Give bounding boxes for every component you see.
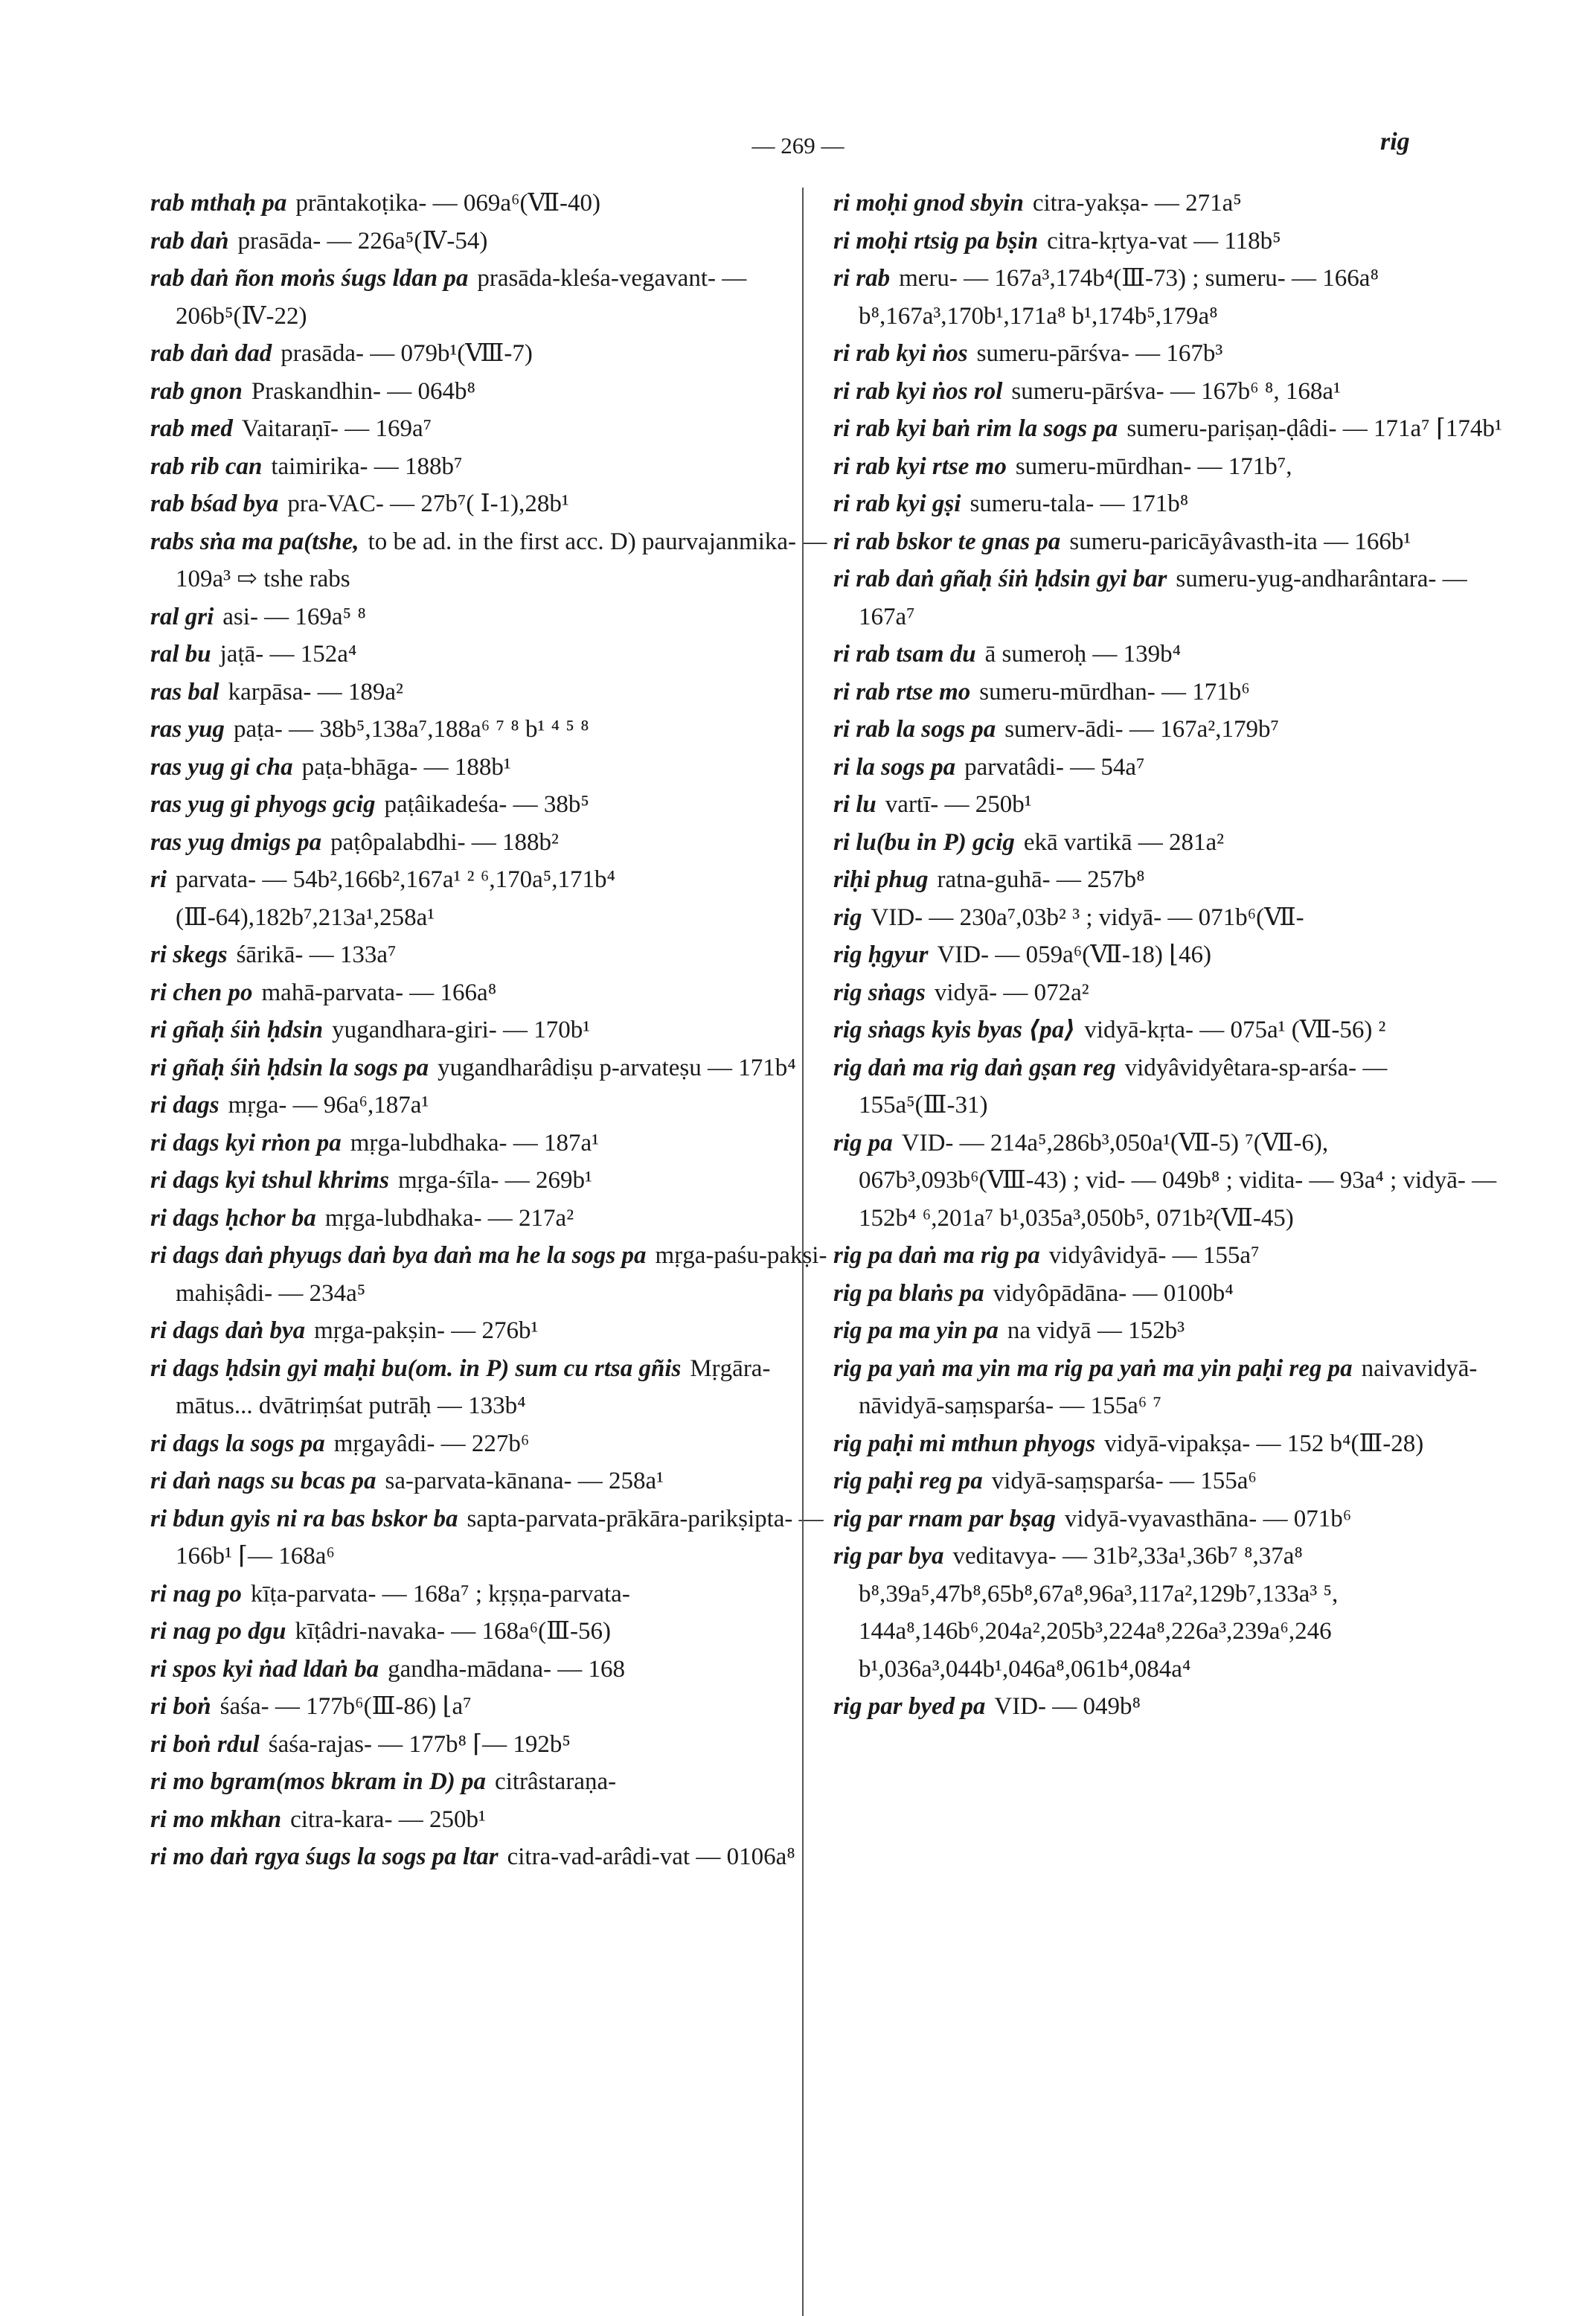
dictionary-entry [150, 1763, 835, 1801]
entry-headword: ri gñaḥ śiṅ ḥdsin la sogs pa [150, 1054, 429, 1081]
entry-gloss: vidyā-vyavasthāna- — 071b⁶ [1064, 1505, 1352, 1532]
entry-headword: rig paḥi reg pa [833, 1468, 983, 1494]
dictionary-entry [150, 223, 835, 260]
dictionary-entry [150, 598, 835, 636]
entry-headword: ri rab kyi baṅ rim la sogs pa [833, 415, 1118, 442]
entry-headword: rig pa [833, 1129, 893, 1157]
entry-gloss: VID- — 214a⁵,286b³,050a¹(Ⅶ-5) ⁷(Ⅶ-6), 067b³,093b⁶(Ⅷ-43) ; vid- — 049b⁸ ; vidita- — 93a⁴ ; vidyā- — 152b⁴ ⁶,201a⁷ b¹,035a³,050b⁵, 071b²(Ⅶ-45) [859, 1129, 1497, 1232]
entry-gloss: vidyā-vipakṣa- — 152 b⁴(Ⅲ-28) [1104, 1430, 1424, 1457]
entry-headword: ri dags kyi tshul khrims [150, 1167, 389, 1194]
entry-gloss: sumeru-tala- — 171b⁸ [970, 490, 1189, 517]
column-divider [802, 188, 804, 2316]
entry-headword: rab gnon [150, 377, 243, 405]
entry-headword: ri gñaḥ śiṅ ḥdsin [150, 1017, 324, 1043]
entry-headword: ri dags kyi rṅon pa [150, 1129, 342, 1157]
entry-gloss: ratna-guhā- — 257b⁸ [937, 866, 1145, 893]
entry-gloss: Mṛgāra-mātus... dvātriṃśat putrāḥ — 133b⁴ [176, 1354, 771, 1419]
dictionary-entry [833, 335, 1518, 373]
entry-headword: ri dags daṅ bya [150, 1317, 306, 1344]
dictionary-entry [150, 936, 835, 974]
entry-headword: ras yug gi cha [150, 753, 293, 781]
dictionary-entry [833, 223, 1518, 260]
entry-gloss: gandha-mādana- — 168 [388, 1655, 626, 1683]
entry-headword: rig par rnam par bṣag [833, 1505, 1056, 1532]
dictionary-entry [150, 636, 835, 674]
entry-headword: ri nag po [150, 1580, 242, 1608]
entry-headword: ras yug [150, 716, 225, 743]
entry-gloss: prasāda- — 226a⁵(Ⅳ-54) [237, 227, 488, 255]
entry-headword: rig pa blaṅs pa [833, 1279, 984, 1307]
entry-gloss: vidyâvidyā- — 155a⁷ [1048, 1242, 1260, 1269]
dictionary-entry [833, 936, 1518, 974]
dictionary-entry [150, 824, 835, 862]
entry-headword: ri bdun gyis ni ra bas bskor ba [150, 1505, 458, 1532]
entry-gloss: vidyā-saṃsparśa- — 155a⁶ [991, 1468, 1257, 1494]
entry-gloss: sumeru-pārśva- — 167b³ [976, 340, 1223, 367]
dictionary-entry [833, 974, 1518, 1012]
entry-headword: ri rab daṅ gñaḥ śiṅ ḥdsin gyi bar [833, 566, 1167, 592]
dictionary-entry [150, 1350, 835, 1425]
entry-headword: rig pa yaṅ ma yin ma rig pa yaṅ ma yin paḥi reg pa [833, 1354, 1353, 1382]
entry-headword: ri daṅ nags su bcas pa [150, 1468, 376, 1494]
entry-headword: ri rab tsam du [833, 641, 976, 668]
entry-headword: ri rab rtse mo [833, 678, 971, 706]
entry-gloss: na vidyā — 152b³ [1007, 1317, 1185, 1344]
dictionary-entry [833, 824, 1518, 862]
dictionary-entry [833, 1462, 1518, 1500]
dictionary-entry [833, 1049, 1518, 1125]
dictionary-entry [150, 786, 835, 824]
dictionary-entry [833, 1237, 1518, 1275]
entry-gloss: vidyā- — 072a² [934, 979, 1089, 1006]
running-head: rig [1380, 128, 1410, 156]
entry-headword: rig ḥgyur [833, 941, 929, 968]
entry-gloss: prasāda-kleśa-vegavant- — 206b⁵(Ⅳ-22) [176, 265, 747, 330]
dictionary-entry [833, 373, 1518, 411]
dictionary-entry [150, 1125, 835, 1162]
entry-headword: ri dags daṅ phyugs daṅ bya daṅ ma he la sogs pa [150, 1242, 647, 1269]
entry-headword: rig par byed pa [833, 1693, 986, 1720]
dictionary-entry [833, 185, 1518, 223]
entry-headword: ri lu [833, 791, 876, 818]
entry-headword: ral gri [150, 603, 214, 630]
entry-headword: rig daṅ ma rig daṅ gṣan reg [833, 1054, 1116, 1081]
entry-headword: rabs sṅa ma pa(tshe, [150, 528, 359, 555]
entry-headword: rig [833, 903, 862, 931]
entry-headword: ri rab kyi gṣi [833, 490, 961, 517]
entry-gloss: citra-yakṣa- — 271a⁵ [1032, 190, 1242, 217]
entry-gloss: paṭa- — 38b⁵,138a⁷,188a⁶ ⁷ ⁸ b¹ ⁴ ⁵ ⁸ [233, 716, 589, 743]
entry-headword: ri rab la sogs pa [833, 716, 996, 743]
dictionary-entry [150, 1049, 835, 1087]
dictionary-entry [150, 1087, 835, 1125]
entry-headword: rab mthaḥ pa [150, 190, 287, 217]
entry-gloss: VID- — 230a⁷,03b² ³ ; vidyā- — 071b⁶(Ⅶ- [871, 903, 1304, 931]
dictionary-entry [833, 260, 1518, 335]
dictionary-entry [150, 1838, 835, 1876]
entry-gloss: Praskandhin- — 064b⁸ [251, 377, 475, 405]
entry-headword: ri rab kyi rtse mo [833, 452, 1007, 480]
entry-headword: ri dags la sogs pa [150, 1430, 325, 1457]
dictionary-entry [150, 1576, 835, 1613]
entry-headword: ri mo bgram(mos bkram in D) pa [150, 1768, 487, 1795]
entry-headword: ri rab bskor te gnas pa [833, 528, 1061, 555]
dictionary-entry [833, 560, 1518, 636]
entry-headword: ri chen po [150, 979, 253, 1006]
entry-gloss: asi- — 169a⁵ ⁸ [222, 603, 366, 630]
entry-gloss: sumeru-yug-andharântara- — 167a⁷ [859, 566, 1467, 630]
dictionary-entry [150, 711, 835, 749]
entry-headword: ri mo mkhan [150, 1805, 282, 1833]
entry-gloss: taimirika- — 188b⁷ [271, 452, 463, 480]
entry-headword: ras bal [150, 678, 219, 706]
entry-gloss: karpāsa- — 189a² [228, 678, 403, 706]
dictionary-entry [833, 1688, 1518, 1726]
entry-headword: ri rab [833, 265, 891, 292]
dictionary-entry [150, 1011, 835, 1049]
dictionary-entry [150, 1237, 835, 1312]
entry-gloss: paṭôpalabdhi- — 188b² [330, 828, 559, 856]
dictionary-entry [150, 1651, 835, 1689]
entry-headword: ri nag po dgu [150, 1618, 286, 1645]
dictionary-entry [833, 1500, 1518, 1538]
dictionary-entry [833, 711, 1518, 749]
dictionary-entry [150, 1613, 835, 1651]
dictionary-entry [833, 410, 1518, 448]
entry-headword: ri dags ḥdsin gyi maḥi bu(om. in P) sum cu rtsa gñis [150, 1354, 682, 1382]
dictionary-entry [833, 1538, 1518, 1688]
dictionary-entry [833, 786, 1518, 824]
dictionary-entry [150, 1162, 835, 1200]
entry-gloss: sumerv-ādi- — 167a²,179b⁷ [1004, 716, 1279, 743]
dictionary-entry [833, 674, 1518, 711]
entry-headword: riḥi phug [833, 866, 929, 893]
entry-gloss: śaśa- — 177b⁶(Ⅲ-86) ⌊a⁷ [219, 1693, 472, 1720]
entry-headword: rig par bya [833, 1543, 944, 1570]
entry-headword: ri la sogs pa [833, 753, 956, 781]
entry-headword: ri moḥi gnod sbyin [833, 190, 1024, 217]
dictionary-entry [833, 485, 1518, 523]
dictionary-entry [833, 1350, 1518, 1425]
entry-headword: ri skegs [150, 941, 228, 968]
entry-gloss: vidyā-kṛta- — 075a¹ (Ⅶ-56) ² [1084, 1017, 1386, 1043]
entry-gloss: mṛga- — 96a⁶,187a¹ [228, 1092, 429, 1119]
entry-gloss: sumeru-paricāyâvasth-ita — 166b¹ [1069, 528, 1411, 555]
entry-gloss: jaṭā- — 152a⁴ [219, 641, 357, 668]
entry-gloss: parvata- — 54b²,166b²,167a¹ ² ⁶,170a⁵,171b⁴ (Ⅲ-64),182b⁷,213a¹,258a¹ [176, 866, 615, 931]
dictionary-entry [150, 1462, 835, 1500]
entry-headword: ras yug gi phyogs gcig [150, 791, 376, 818]
entry-gloss: mṛga-paśu-pakṣi-mahiṣâdi- — 234a⁵ [176, 1242, 827, 1307]
entry-gloss: kīṭa-parvata- — 168a⁷ ; kṛṣṇa-parvata- [250, 1580, 630, 1608]
entry-gloss: sumeru-mūrdhan- — 171b⁶ [979, 678, 1250, 706]
entry-headword: rig paḥi mi mthun phyogs [833, 1430, 1096, 1457]
dictionary-entry [833, 636, 1518, 674]
dictionary-entry [833, 861, 1518, 899]
entry-headword: rab bśad bya [150, 490, 279, 517]
entry-headword: rab daṅ [150, 227, 229, 255]
entry-gloss: prasāda- — 079b¹(Ⅷ-7) [281, 340, 533, 367]
entry-gloss: śārikā- — 133a⁷ [236, 941, 397, 968]
dictionary-entry [833, 523, 1518, 561]
entry-gloss: to be ad. in the first acc. D) paurvajanmika- — 109a³ ⇨ tshe rabs [176, 528, 827, 592]
entry-gloss: mṛga-lubdhaka- — 187a¹ [350, 1129, 600, 1157]
entry-gloss: citra-vad-arâdi-vat — 0106a⁸ [507, 1843, 795, 1870]
entry-headword: ri mo daṅ rgya śugs la sogs pa ltar [150, 1843, 499, 1870]
dictionary-entry [150, 410, 835, 448]
entry-headword: rig sṅags kyis byas ⟨pa⟩ [833, 1017, 1076, 1043]
entry-gloss: sumeru-pariṣaṇ-ḍâdi- — 171a⁷ ⌈174b¹ [1127, 415, 1502, 442]
entry-gloss: mṛga-lubdhaka- — 217a² [324, 1204, 574, 1232]
entry-headword: rig pa ma yin pa [833, 1317, 999, 1344]
dictionary-entry [150, 1726, 835, 1764]
entry-gloss: mṛga-pakṣin- — 276b¹ [314, 1317, 539, 1344]
entry-headword: ri dags ḥchor ba [150, 1204, 316, 1232]
dictionary-entry [150, 185, 835, 223]
entry-headword: rab med [150, 415, 233, 442]
dictionary-entry [150, 1200, 835, 1238]
entry-headword: ral bu [150, 641, 211, 668]
dictionary-entry [150, 1688, 835, 1726]
dictionary-entry [150, 448, 835, 486]
dictionary-entry [150, 1312, 835, 1350]
entry-gloss: sumeru-pārśva- — 167b⁶ ⁸, 168a¹ [1011, 377, 1341, 405]
dictionary-entry [833, 1312, 1518, 1350]
dictionary-entry [150, 260, 835, 335]
entry-gloss: naivavidyā-nāvidyā-saṃsparśa- — 155a⁶ ⁷ [859, 1354, 1478, 1419]
entry-gloss: ekā vartikā — 281a² [1023, 828, 1225, 856]
entry-gloss: ā sumeroḥ — 139b⁴ [984, 641, 1182, 668]
entry-gloss: VID- — 049b⁸ [994, 1693, 1141, 1720]
entry-gloss: citra-kṛtya-vat — 118b⁵ [1047, 227, 1281, 255]
dictionary-entry [150, 861, 835, 936]
entry-gloss: yugandharâdiṣu p-arvateṣu — 171b⁴ [438, 1054, 796, 1081]
entry-headword: ri spos kyi ṅad ldaṅ ba [150, 1655, 379, 1683]
entry-headword: ri boṅ rdul [150, 1730, 260, 1758]
entry-gloss: paṭâikadeśa- — 38b⁵ [384, 791, 589, 818]
dictionary-entry [833, 1275, 1518, 1313]
dictionary-entry [150, 335, 835, 373]
dictionary-entry [150, 974, 835, 1012]
dictionary-entry [833, 749, 1518, 787]
entry-headword: ri lu(bu in P) gcig [833, 828, 1015, 856]
dictionary-entry [150, 523, 835, 598]
entry-gloss: mṛga-śīla- — 269b¹ [397, 1167, 592, 1194]
entry-gloss: mahā-parvata- — 166a⁸ [261, 979, 497, 1006]
entry-headword: ri rab kyi ṅos rol [833, 377, 1003, 405]
entry-gloss: citra-kara- — 250b¹ [290, 1805, 486, 1833]
page-number: — 269 — [751, 132, 845, 159]
entry-headword: ri dags [150, 1092, 219, 1119]
dictionary-entry [833, 899, 1518, 937]
entry-gloss: sapta-parvata-prākāra-parikṣipta- — 166b¹ ⌈— 168a⁶ [176, 1505, 824, 1570]
entry-gloss: sumeru-mūrdhan- — 171b⁷, [1015, 452, 1292, 480]
dictionary-entry [150, 1801, 835, 1839]
entry-gloss: pra-VAC- — 27b⁷( Ⅰ-1),28b¹ [287, 490, 569, 517]
right-column [833, 185, 1518, 1726]
left-column [150, 185, 835, 1876]
entry-headword: rig sṅags [833, 979, 926, 1006]
dictionary-entry [833, 1425, 1518, 1463]
dictionary-entry [150, 1425, 835, 1463]
entry-gloss: VID- — 059a⁶(Ⅶ-18) ⌊46) [937, 941, 1211, 968]
entry-gloss: kīṭâdri-navaka- — 168a⁶(Ⅲ-56) [295, 1618, 611, 1645]
entry-headword: rig pa daṅ ma rig pa [833, 1242, 1040, 1269]
entry-gloss: vartī- — 250b¹ [885, 791, 1032, 818]
entry-headword: ras yug dmigs pa [150, 828, 322, 856]
entry-headword: rab daṅ ñon moṅs śugs ldan pa [150, 265, 469, 292]
entry-gloss: sa-parvata-kānana- — 258a¹ [385, 1468, 664, 1494]
entry-gloss: meru- — 167a³,174b⁴(Ⅲ-73) ; sumeru- — 166a⁸ b⁸,167a³,170b¹,171a⁸ b¹,174b⁵,179a⁸ [859, 265, 1379, 330]
entry-gloss: vidyôpādāna- — 0100b⁴ [993, 1279, 1234, 1307]
entry-gloss: prāntakoṭika- — 069a⁶(Ⅶ-40) [295, 190, 601, 217]
entry-gloss: śaśa-rajas- — 177b⁸ ⌈— 192b⁵ [268, 1730, 571, 1758]
dictionary-entry [833, 448, 1518, 486]
entry-headword: ri rab kyi ṅos [833, 340, 968, 367]
entry-headword: ri [150, 866, 167, 893]
entry-gloss: Vaitaraṇī- — 169a⁷ [241, 415, 432, 442]
dictionary-entry [833, 1125, 1518, 1238]
entry-gloss: citrâstaraṇa- [495, 1768, 617, 1795]
dictionary-entry [150, 674, 835, 711]
entry-headword: rab daṅ dad [150, 340, 272, 367]
entry-gloss: parvatâdi- — 54a⁷ [964, 753, 1145, 781]
dictionary-entry [150, 749, 835, 787]
entry-headword: ri boṅ [150, 1693, 211, 1720]
dictionary-entry [150, 1500, 835, 1576]
entry-gloss: paṭa-bhāga- — 188b¹ [301, 753, 511, 781]
entry-headword: rab rib can [150, 452, 263, 480]
entry-headword: ri moḥi rtsig pa bṣin [833, 227, 1039, 255]
entry-gloss: yugandhara-giri- — 170b¹ [332, 1017, 591, 1043]
entry-gloss: veditavya- — 31b²,33a¹,36b⁷ ⁸,37a⁸ b⁸,39a⁵,47b⁸,65b⁸,67a⁸,96a³,117a²,129b⁷,133a³ ⁵, 144a⁸,146b⁶,204a²,205b³,224a⁸,226a³,239a⁶,246 b¹,036a³,044b¹,046a⁸,061b⁴,084a⁴ [859, 1543, 1339, 1683]
dictionary-entry [150, 373, 835, 411]
entry-gloss: vidyâvidyêtara-sp-arśa- — 155a⁵(Ⅲ-31) [859, 1054, 1388, 1119]
dictionary-entry [150, 485, 835, 523]
dictionary-entry [833, 1011, 1518, 1049]
entry-gloss: mṛgayâdi- — 227b⁶ [333, 1430, 530, 1457]
